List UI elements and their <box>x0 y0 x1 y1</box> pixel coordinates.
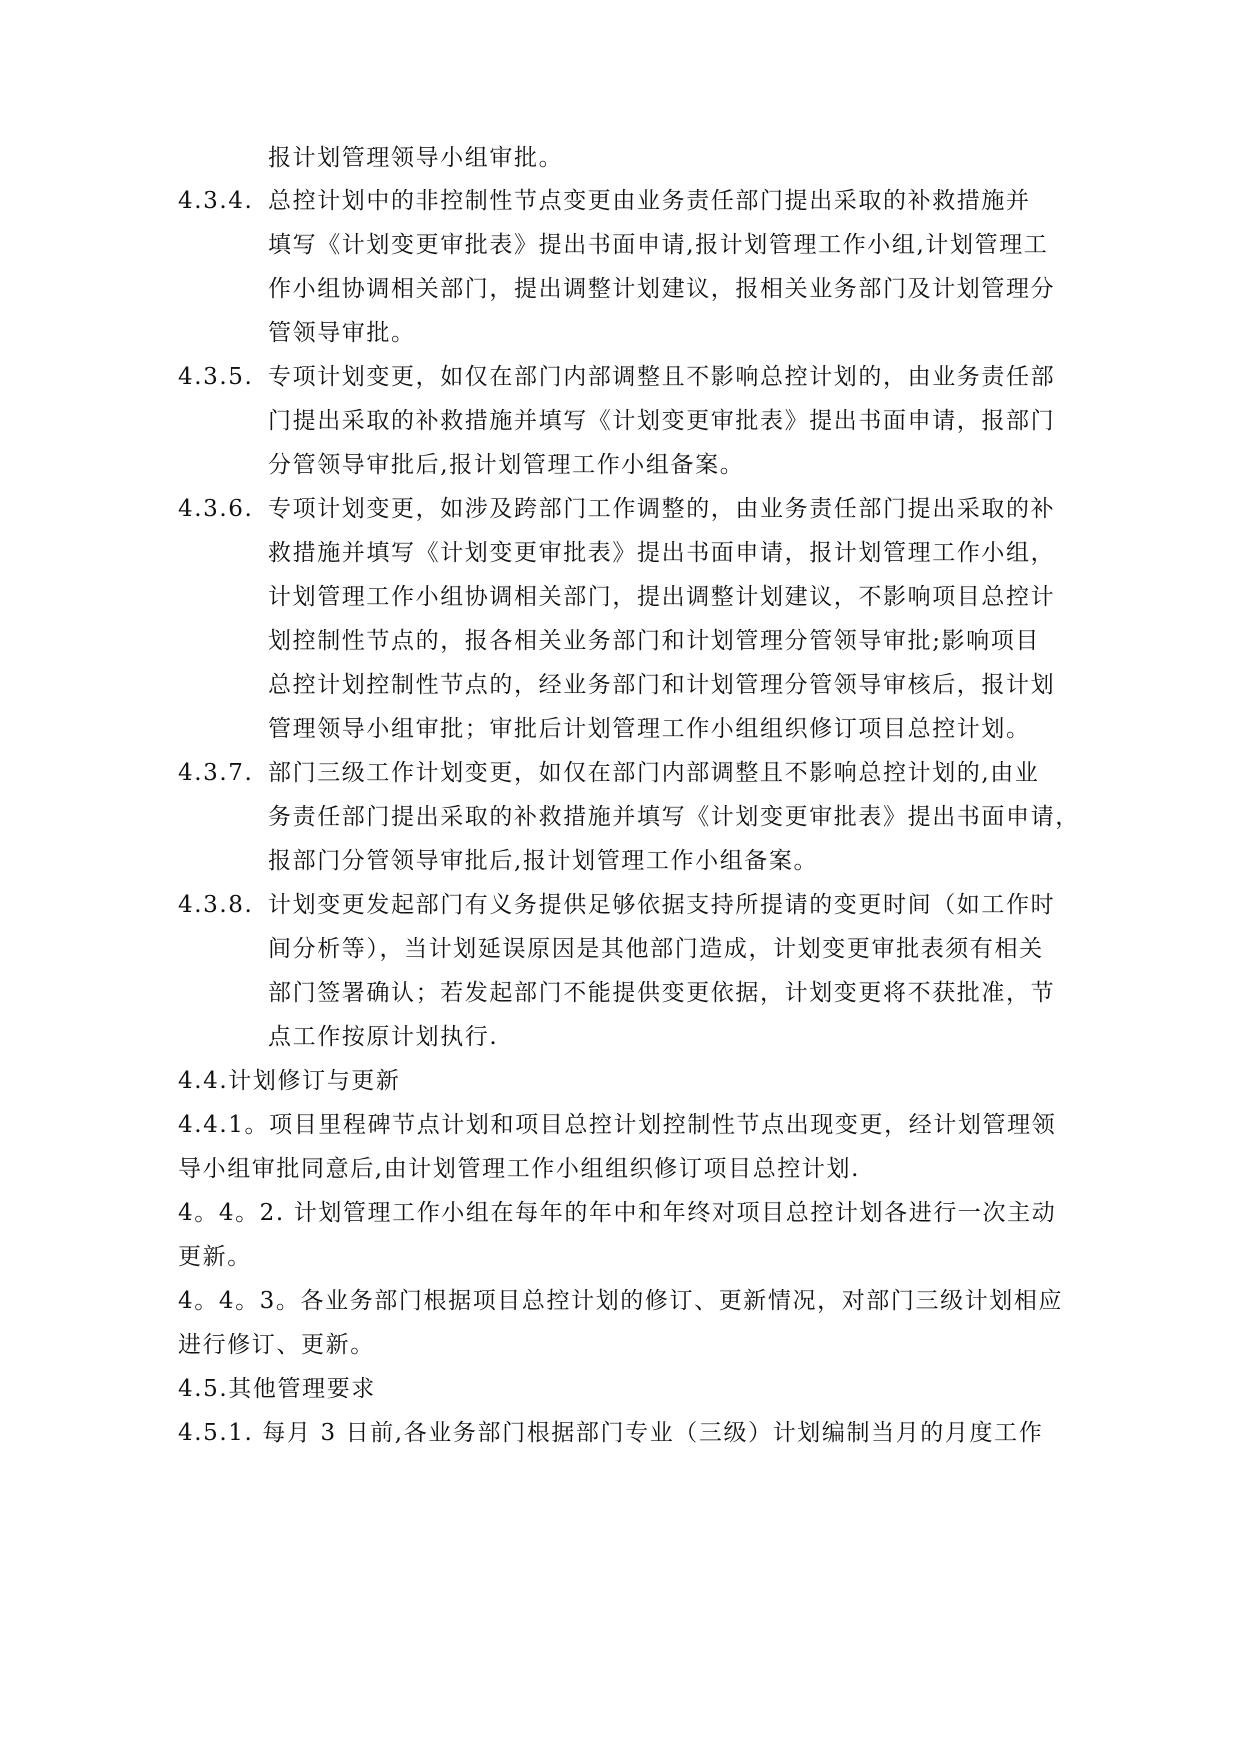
clause-number: 4.3.7. <box>178 760 254 786</box>
clause-text-line: 门提出采取的补救措施并填写《计划变更审批表》提出书面申请，报部门 <box>268 408 1056 434</box>
clause-text-line: 救措施并填写《计划变更审批表》提出书面申请，报计划管理工作小组， <box>268 540 1056 566</box>
paragraph-line: 导小组审批同意后,由计划管理工作小组组织修订项目总控计划. <box>178 1156 861 1182</box>
section-heading: 4.4.计划修订与更新 <box>178 1068 401 1094</box>
clause-text-line: 专项计划变更，如涉及跨部门工作调整的，由业务责任部门提出采取的补 <box>268 496 1056 522</box>
clause-text-line: 部门签署确认；若发起部门不能提供变更依据，计划变更将不获批准，节 <box>268 980 1056 1006</box>
continuation-line: 报计划管理领导小组审批。 <box>268 145 564 171</box>
clause-text-line: 分管领导审批后,报计划管理工作小组备案。 <box>268 452 745 478</box>
clause-text-line: 管领导审批。 <box>268 320 416 346</box>
clause-text-line: 部门三级工作计划变更，如仅在部门内部调整且不影响总控计划的,由业 <box>268 760 1040 786</box>
clause-text-line: 计划管理工作小组协调相关部门，提出调整计划建议，不影响项目总控计 <box>268 584 1056 610</box>
clause-text-line: 总控计划中的非控制性节点变更由业务责任部门提出采取的补救措施并 <box>268 188 1031 214</box>
paragraph-line: 更新。 <box>178 1244 252 1270</box>
clause-number: 4.3.6. <box>178 496 254 522</box>
clause-text-line: 专项计划变更，如仅在部门内部调整且不影响总控计划的，由业务责任部 <box>268 364 1056 390</box>
clause-number: 4.3.4. <box>178 188 254 214</box>
paragraph-line: 进行修订、更新。 <box>178 1332 375 1358</box>
clause-text-line: 填写《计划变更审批表》提出书面申请,报计划管理工作小组,计划管理工 <box>268 232 1049 258</box>
clause-number: 4.3.5. <box>178 364 254 390</box>
clause-text-line: 作小组协调相关部门，提出调整计划建议，报相关业务部门及计划管理分 <box>268 276 1056 302</box>
clause-text-line: 报部门分管领导审批后,报计划管理工作小组备案。 <box>268 848 819 874</box>
clause-text-line: 管理领导小组审批；审批后计划管理工作小组组织修订项目总控计划。 <box>268 716 1031 742</box>
clause-text-line: 间分析等），当计划延误原因是其他部门造成，计划变更审批表须有相关 <box>268 936 1044 962</box>
paragraph-line: 4。4。2. 计划管理工作小组在每年的年中和年终对项目总控计划各进行一次主动 <box>178 1200 1057 1226</box>
clause-text-line: 务责任部门提出采取的补救措施并填写《计划变更审批表》提出书面申请， <box>268 804 1080 830</box>
clause-text-line: 计划变更发起部门有义务提供足够依据支持所提请的变更时间（如工作时 <box>268 892 1056 918</box>
clause-text-line: 划控制性节点的，报各相关业务部门和计划管理分管领导审批;影响项目 <box>268 628 1040 654</box>
paragraph-line: 4.5.1. 每月 3 日前,各业务部门根据部门专业（三级）计划编制当月的月度工作 <box>178 1420 1044 1446</box>
clause-text-line: 总控计划控制性节点的，经业务部门和计划管理分管领导审核后，报计划 <box>268 672 1056 698</box>
section-heading: 4.5.其他管理要求 <box>178 1376 376 1402</box>
paragraph-line: 4.4.1。项目里程碑节点计划和项目总控计划控制性节点出现变更，经计划管理领 <box>178 1112 1057 1138</box>
clause-number: 4.3.8. <box>178 892 254 918</box>
paragraph-line: 4。4。3。各业务部门根据项目总控计划的修订、更新情况，对部门三级计划相应 <box>178 1288 1064 1314</box>
clause-text-line: 点工作按原计划执行. <box>268 1024 499 1050</box>
